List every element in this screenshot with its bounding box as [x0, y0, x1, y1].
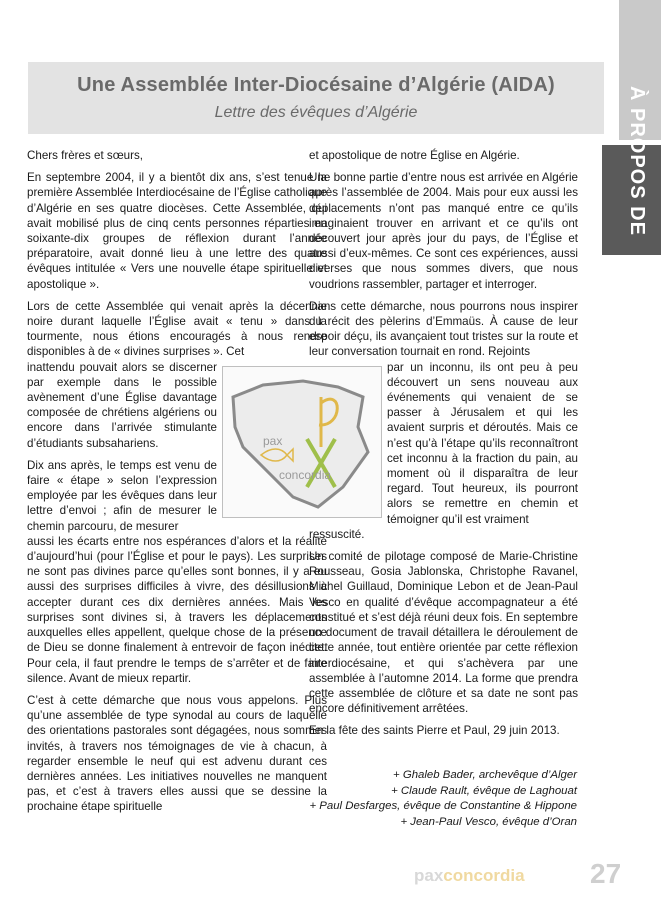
footer-logo-pax: pax — [414, 866, 444, 885]
logo-word-pax: pax — [263, 434, 283, 448]
paragraph: En la fête des saints Pierre et Paul, 29 juin 2013. — [309, 724, 560, 738]
signatures — [300, 768, 577, 830]
paragraph — [27, 299, 327, 360]
signature-line: + Jean-Paul Vesco, évêque d’Oran — [400, 815, 577, 828]
paragraph: et apostolique de notre Église en Algérie. — [309, 149, 520, 162]
header-box — [28, 62, 604, 134]
signature-line: + Paul Desfarges, évêque de Constantine & Hippone — [309, 800, 577, 813]
paragraph-text-wrapped: inattendu pouvait alors se discerner par exemple dans le possible avènement d’une Église davantage composée de chrétiens algériens ou encore dans l’arrivée stimulante d’étudiants subsahariens. — [27, 360, 217, 450]
signature-line: + Ghaleb Bader, archevêque d’Alger — [393, 769, 577, 781]
paragraph: Une bonne partie d’entre nous est arrivée en Algérie après l’assemblée de 2004. Mais pour eux aussi les déplacements n’ont pas manqué entre ce qu’ils imaginaient trouver en arrivant et ce qu’ils ont découvert jour après jour du pays, de l’Église et aussi d’eux-mêmes. Ce sont ces expériences, aussi diverses que nous sommes divers, que nous voudrions rassembler, partager et interroger. — [309, 171, 578, 291]
paragraph: Dans cette démarche, nous pourrons nous inspirer du récit des pèlerins d’Emmaüs. À cause de leur espoir déçu, ils avançaient tout tristes sur la route et leur conversation tournait en rond. Rejoints — [309, 299, 578, 359]
paragraph: ressuscité. — [309, 527, 365, 541]
paragraph: C’est à cette démarche que nous vous appelons. Plus qu’une assemblée de type synodal au cours de laquelle des orientations pastorales sont dégagées, nous sommes invités, à travers nos témoignages de vie à chacun, à regarder ensemble le neuf qui est advenu durant ces dernières années. Les initiatives nouvelles ne manquent pas, et c’est à travers elles aussi que se dessine la prochaine étape spirituelle — [27, 693, 327, 814]
pax-concordia-logo — [222, 366, 382, 518]
side-tab-label-box — [620, 86, 660, 246]
paragraph: Chers frères et sœurs, — [27, 149, 143, 162]
page-number: 27 — [590, 858, 622, 889]
paragraph-text-wrapped: par un inconnu, ils ont peu à peu découvert un sens nouveau aux événements qui venaient de se passer à Jérusalem et qui les avaient surpris et déroutés. Mais ce n’est qu’à l’étape qu’ils reconnaîtront cet inconnu à la fraction du pain, au moment où il disparaîtra de leur regard. Tout heureux, ils pourront alors se remettre en chemin et témoigner qu’il est vraiment — [387, 360, 578, 526]
footer-logo — [414, 866, 525, 886]
page-title: Une Assemblée Inter-Diocésaine d’Algérie (AIDA) — [77, 74, 555, 96]
paragraph: Un comité de pilotage composé de Marie-Christine Rousseau, Gosia Jablonska, Christophe Ravanel, Michel Guillaud, Dominique Lebon et de Jean-Paul Vesco en qualité d’évêque accompagnateur a été constitué et s’est déjà réuni deux fois. En septembre un document de travail détaillera le déroulement de cette année, tout entière orientée par cette réflexion interdiocésaine, et qui s’achèvera par une assemblée à l’automne 2014. La forme que prendra cette assemblée de clôture et sa date ne sont pas encore définitivement arrêtées. — [309, 550, 578, 716]
paragraph: En septembre 2004, il y a bientôt dix ans, s’est tenue la première Assemblée Interdiocésaine de l’Église catholique d’Algérie en ses quatre diocèses. Cette Assemblée, qui avait mobilisé plus de cinq cents personnes réparties en soixante-dix groupes de réflexion durant l’année préparatoire, avait donné lieu à une lettre des quatre évêques intitulée « Vers une nouvelle étape spirituelle et apostolique ». — [27, 171, 327, 291]
paragraph: aussi les écarts entre nos espérances d’alors et la réalité d’aujourd’hui (pour l’Église et pour le pays). Les surprises ne sont pas divines parce qu’elles sont bonnes, il y a eu aussi des surprises difficiles à vivre, des désillusions à accepter durant ces dix dernières années. Mais les surprises sont divines si, à travers les déplacements auxquelles elles appellent, quelque chose de la présence de Dieu se donne finalement à entrevoir de façon inédite. Pour cela, il faut prendre le temps de s’arrêter et de faire silence. Avant de mieux repartir. — [27, 534, 327, 685]
logo-word-concordia: concordia — [279, 468, 332, 482]
paragraph-text: Lors de cette Assemblée qui venait après la décennie noire durant laquelle l’Église avait « tenu » dans la tourmente, nous étions encouragés à nous rendre disponibles à de « divines surprises ». Cet — [27, 299, 327, 359]
side-tab-label: À PROPOS DE — [626, 86, 648, 236]
footer-logo-concordia: concordia — [443, 866, 525, 885]
paragraph-text-wrapped: Dix ans après, le temps est venu de faire « étape » selon l’expression employée par les évêques dans leur lettre d’envoi ; afin de mesurer le chemin parcouru, de mesurer — [27, 458, 217, 533]
signature-line: + Claude Rault, évêque de Laghouat — [391, 784, 577, 797]
algeria-map-icon — [223, 367, 381, 517]
page-subtitle: Lettre des évêques d’Algérie — [214, 104, 418, 121]
